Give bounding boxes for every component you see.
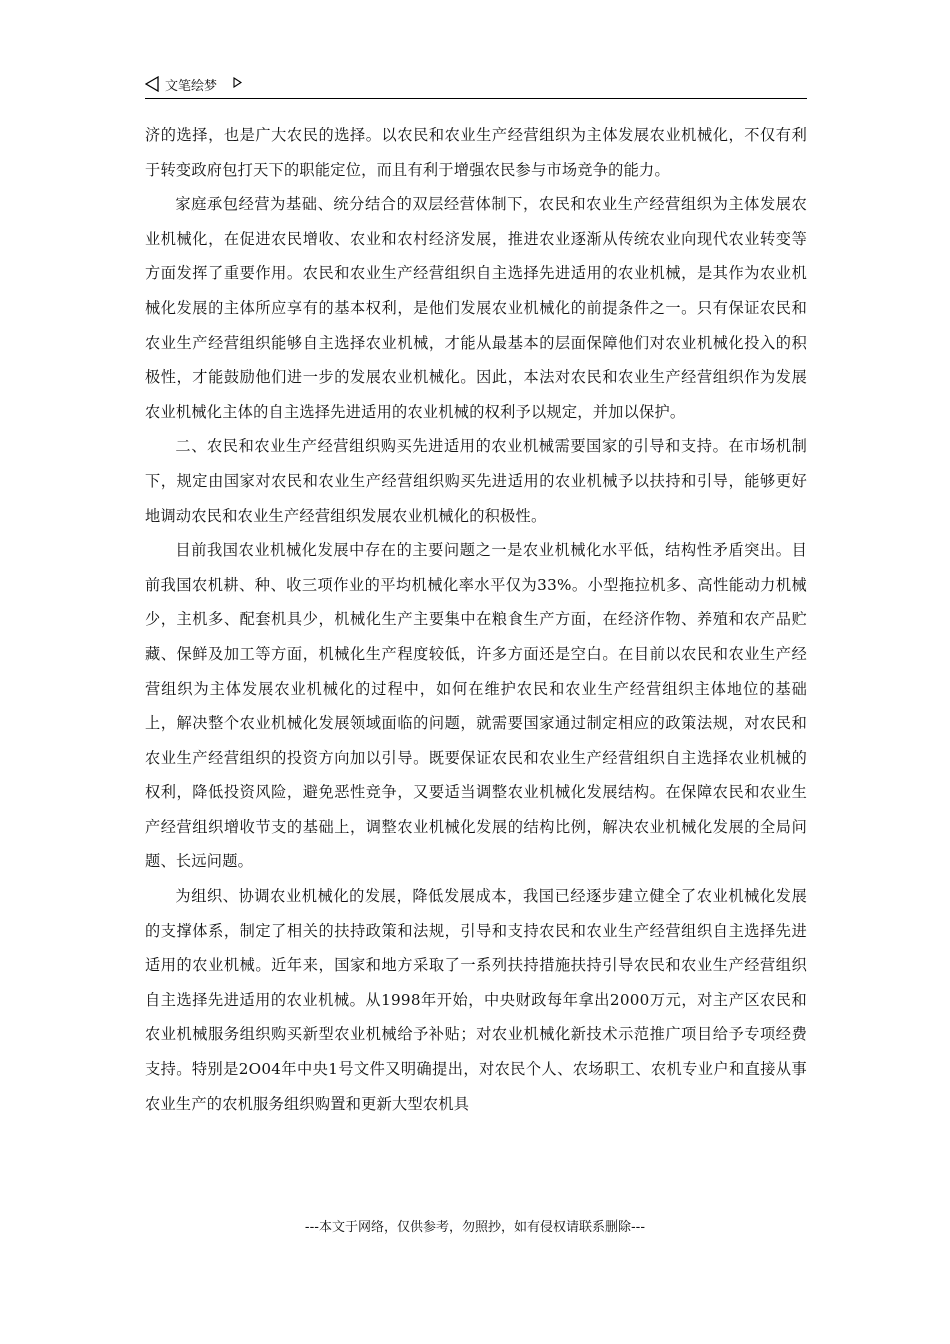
document-body (145, 118, 807, 1121)
right-triangle-icon (233, 77, 242, 88)
page-footer: ---本文于网络，仅供参考，勿照抄，如有侵权请联系删除--- (304, 1220, 646, 1235)
paragraph: 家庭承包经营为基础、统分结合的双层经营体制下，农民和农业生产经营组织为主体发展农业机械化，在促进农民增收、农业和农村经济发展，推进农业逐渐从传统农业向现代农业转变等方面发挥了重要作用。农民和农业生产经营组织自主选择先进适用的农业机械，是其作为农业机械化发展的主体所应享有的基本权利，是他们发展农业机械化的前提条件之一。只有保证农民和农业生产经营组织能够自主选择农业机械，才能从最基本的层面保障他们对农业机械化投入的积极性，才能鼓励他们进一步的发展农业机械化。因此，本法对农民和农业生产经营组织作为发展农业机械化主体的自主选择先进适用的农业机械的权利予以规定，并加以保护。 (145, 195, 807, 421)
header-brand: 文笔绘梦 (165, 79, 218, 94)
paragraph: 济的选择，也是广大农民的选择。以农民和农业生产经营组织为主体发展农业机械化，不仅有利于转变政府包打天下的职能定位，而且有利于增强农民参与市场竞争的能力。 (145, 126, 807, 179)
page-header (145, 70, 807, 99)
left-triangle-icon (145, 76, 159, 92)
paragraph: 目前我国农业机械化发展中存在的主要问题之一是农业机械化水平低，结构性矛盾突出。目前我国农机耕、种、收三项作业的平均机械化率水平仅为33%。小型拖拉机多、高性能动力机械少，主机多、配套机具少，机械化生产主要集中在粮食生产方面，在经济作物、养殖和农产品贮藏、保鲜及加工等方面，机械化生产程度较低，许多方面还是空白。在目前以农民和农业生产经营组织为主体发展农业机械化的过程中，如何在维护农民和农业生产经营组织主体地位的基础上，解决整个农业机械化发展领域面临的问题，就需要国家通过制定相应的政策法规，对农民和农业生产经营组织的投资方向加以引导。既要保证农民和农业生产经营组织自主选择农业机械的权利，降低投资风险，避免恶性竞争，又要适当调整农业机械化发展结构。在保障农民和农业生产经营组织增收节支的基础上，调整农业机械化发展的结构比例，解决农业机械化发展的全局问题、长远问题。 (145, 541, 807, 871)
paragraph: 为组织、协调农业机械化的发展，降低发展成本，我国已经逐步建立健全了农业机械化发展的支撑体系，制定了相关的扶持政策和法规，引导和支持农民和农业生产经营组织自主选择先进适用的农业机械。近年来，国家和地方采取了一系列扶持措施扶持引导农民和农业生产经营组织自主选择先进适用的农业机械。从1998年开始，中央财政每年拿出2000万元，对主产区农民和农业机械服务组织购买新型农业机械给予补贴；对农业机械化新技术示范推广项目给予专项经费支持。特别是2O04年中央1号文件又明确提出，对农民个人、农场职工、农机专业户和直接从事农业生产的农机服务组织购置和更新大型农机具 (145, 887, 807, 1113)
paragraph: 二、农民和农业生产经营组织购买先进适用的农业机械需要国家的引导和支持。在市场机制下，规定由国家对农民和农业生产经营组织购买先进适用的农业机械予以扶持和引导，能够更好地调动农民和农业生产经营组织发展农业机械化的积极性。 (145, 437, 807, 525)
